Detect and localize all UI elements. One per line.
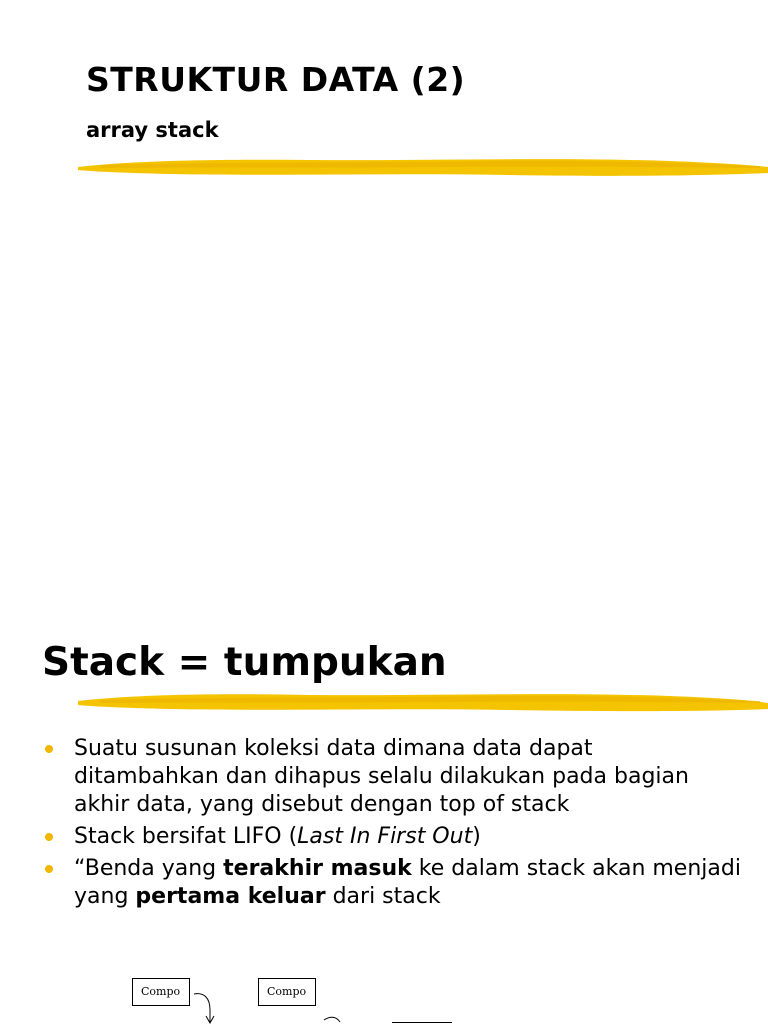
bullet-dot-icon [45,833,53,841]
bullet-text: Suatu susunan koleksi data dimana data dapat ditambahkan dan dihapus selalu dilakukan pada bagian akhir data, yang disebut dengan top of stack [74,736,689,817]
yellow-brush-divider [70,153,768,183]
bullet-text-mid: ke dalam stack akan menjadi yang [74,856,741,909]
curved-arrow-icon [194,994,210,1022]
stack-diagram [0,970,768,1024]
slide-2-title: Stack = tumpukan [42,640,447,685]
slide-2 [0,610,768,1024]
bullet-text-pre: Stack bersifat LIFO ( [74,824,298,849]
yellow-brush-divider [70,688,768,718]
compo-box: Compo [132,978,190,1006]
bullet-text-bold: pertama keluar [135,884,326,909]
slide-1-title: STRUKTUR DATA (2) [86,60,466,99]
bullet-list [42,735,742,915]
compo-box: Compo [258,978,316,1006]
bullet-text-emphasis: Last In First Out [297,824,473,849]
bullet-text-pre: “Benda yang [74,856,224,881]
bullet-text-bold: terakhir masuk [223,856,412,881]
bullet-text-post: dari stack [325,884,441,909]
bullet-item [42,855,742,911]
bullet-dot-icon [45,745,53,753]
slide-1-subtitle: array stack [86,118,219,142]
curved-arrow-icon [324,1017,340,1022]
bullet-item [42,735,742,819]
bullet-item [42,823,742,851]
diagram-arrows [0,970,768,1024]
bullet-text-post: ) [472,824,481,849]
bullet-dot-icon [45,865,53,873]
